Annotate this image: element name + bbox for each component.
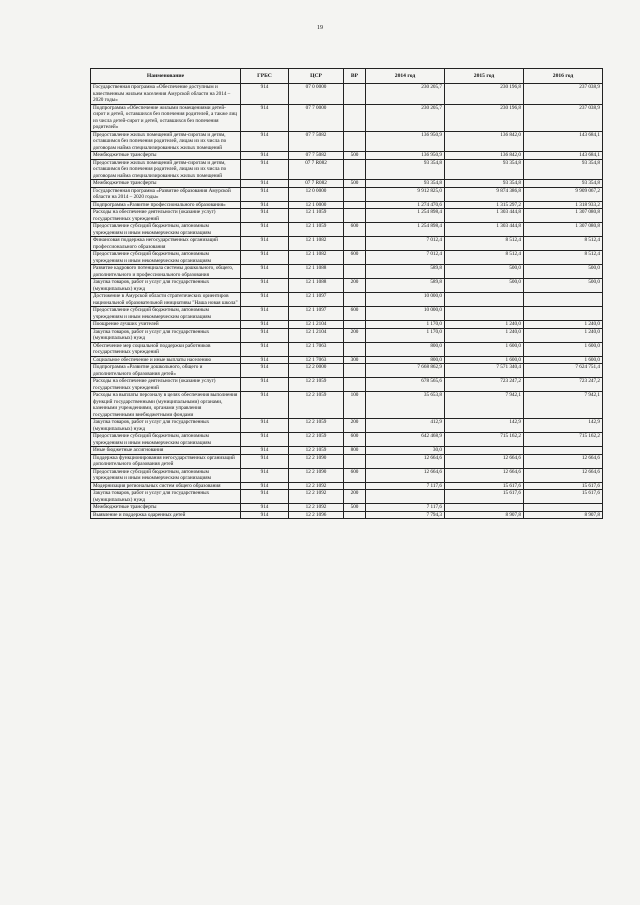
- row-name-cell: Государственная программа «Обеспечение доступным и качественным жильем населения Амурской области на 2014 – 2020 годы»: [91, 84, 241, 105]
- row-csr-cell: 12 1 1088: [289, 265, 344, 279]
- table-row: [91, 293, 603, 307]
- row-name-cell: Развитие кадрового потенциала системы дошкольного, общего, дополнительного и профессионального образования: [91, 265, 241, 279]
- row-2016-cell: 143 684,1: [524, 131, 603, 152]
- row-2016-cell: 9 909 067,2: [524, 187, 603, 201]
- row-name-cell: Иные бюджетные ассигнования: [91, 447, 241, 455]
- row-csr-cell: 07 7 0000: [289, 104, 344, 131]
- row-2014-cell: 7 668 862,9: [366, 364, 445, 378]
- row-2016-cell: 1 240,0: [524, 321, 603, 329]
- row-2014-cell: 412,9: [366, 419, 445, 433]
- row-name-cell: Поощрение лучших учителей: [91, 321, 241, 329]
- column-header-2015: 2015 год: [445, 69, 524, 84]
- row-vr-cell: [344, 265, 366, 279]
- table-row: [91, 342, 603, 356]
- table-row: [91, 187, 603, 201]
- row-2015-cell: 500,0: [445, 265, 524, 279]
- row-2016-cell: 7 942,1: [524, 392, 603, 419]
- table-row: [91, 392, 603, 419]
- row-name-cell: Выявление и поддержка одаренных детей: [91, 511, 241, 519]
- row-2015-cell: [445, 307, 524, 321]
- row-csr-cell: 07 7 5082: [289, 131, 344, 152]
- row-csr-cell: 12 2 1092: [289, 482, 344, 490]
- row-grbs-cell: 914: [241, 328, 289, 342]
- row-2016-cell: 93 354,8: [524, 180, 603, 188]
- row-2014-cell: 7 117,6: [366, 504, 445, 512]
- row-name-cell: Подпрограмма «Обеспечение жилыми помещениями детей-сирот и детей, оставшихся без попечения родителей, а также лиц из числа детей-сирот и детей, оставшихся без попечения родителей»: [91, 104, 241, 131]
- budget-table: [90, 68, 603, 519]
- column-header-2016: 2016 год: [524, 69, 603, 84]
- row-2016-cell: 1 307 080,8: [524, 209, 603, 223]
- row-csr-cell: 12 1 0000: [289, 201, 344, 209]
- row-vr-cell: [344, 482, 366, 490]
- row-name-cell: Обеспечение мер социальной поддержки работников государственных учреждений: [91, 342, 241, 356]
- row-vr-cell: 200: [344, 328, 366, 342]
- table-row: [91, 419, 603, 433]
- row-vr-cell: 600: [344, 251, 366, 265]
- row-grbs-cell: 914: [241, 378, 289, 392]
- row-vr-cell: 100: [344, 392, 366, 419]
- row-vr-cell: 200: [344, 490, 366, 504]
- row-2016-cell: 12 664,6: [524, 454, 603, 468]
- row-vr-cell: [344, 378, 366, 392]
- row-vr-cell: 200: [344, 419, 366, 433]
- row-csr-cell: 12 2 1090: [289, 468, 344, 482]
- row-2015-cell: 93 354,8: [445, 159, 524, 180]
- row-2016-cell: 15 617,6: [524, 482, 603, 490]
- row-2015-cell: 1 315 297,2: [445, 201, 524, 209]
- row-name-cell: Расходы на обеспечение деятельности (оказание услуг) государственных учреждений: [91, 209, 241, 223]
- table-row: [91, 265, 603, 279]
- row-2014-cell: 589,8: [366, 279, 445, 293]
- row-name-cell: Подпрограмма «Развитие дошкольного, общего и дополнительного образования детей»: [91, 364, 241, 378]
- row-2015-cell: 9 874 386,8: [445, 187, 524, 201]
- row-name-cell: Закупка товаров, работ и услуг для государственных (муниципальных) нужд: [91, 490, 241, 504]
- row-vr-cell: [344, 454, 366, 468]
- row-2016-cell: 1 240,0: [524, 328, 603, 342]
- row-2014-cell: 93 354,8: [366, 159, 445, 180]
- row-name-cell: Закупка товаров, работ и услуг для государственных (муниципальных) нужд: [91, 328, 241, 342]
- row-csr-cell: 12 2 1092: [289, 490, 344, 504]
- row-vr-cell: [344, 321, 366, 329]
- row-2015-cell: 8 512,4: [445, 251, 524, 265]
- row-name-cell: Межбюджетные трансферты: [91, 152, 241, 160]
- row-2016-cell: 12 664,6: [524, 468, 603, 482]
- row-2015-cell: 1 240,0: [445, 328, 524, 342]
- row-2015-cell: 1 303 444,8: [445, 209, 524, 223]
- row-vr-cell: [344, 187, 366, 201]
- row-2016-cell: 8 907,8: [524, 511, 603, 519]
- row-2014-cell: 12 664,6: [366, 454, 445, 468]
- row-csr-cell: 12 2 1059: [289, 433, 344, 447]
- row-grbs-cell: 914: [241, 201, 289, 209]
- row-2014-cell: 7 794,3: [366, 511, 445, 519]
- row-2016-cell: 7 624 751,4: [524, 364, 603, 378]
- row-grbs-cell: 914: [241, 159, 289, 180]
- row-vr-cell: 600: [344, 223, 366, 237]
- row-vr-cell: 300: [344, 356, 366, 364]
- row-csr-cell: 12 1 2104: [289, 321, 344, 329]
- row-grbs-cell: 914: [241, 419, 289, 433]
- row-2014-cell: 30,0: [366, 447, 445, 455]
- row-2014-cell: 230 205,7: [366, 104, 445, 131]
- row-name-cell: Подпрограмма «Развитие профессионального образования»: [91, 201, 241, 209]
- row-vr-cell: 500: [344, 504, 366, 512]
- column-header-grbs: ГРБС: [241, 69, 289, 84]
- row-2014-cell: 1 254 898,4: [366, 209, 445, 223]
- row-csr-cell: 12 1 1059: [289, 209, 344, 223]
- row-csr-cell: 12 2 1092: [289, 504, 344, 512]
- row-vr-cell: 600: [344, 468, 366, 482]
- row-grbs-cell: 914: [241, 504, 289, 512]
- row-name-cell: Финансовая поддержка негосударственных организаций профессионального образования: [91, 237, 241, 251]
- row-2014-cell: 136 950,9: [366, 131, 445, 152]
- table-row: [91, 454, 603, 468]
- row-grbs-cell: 914: [241, 152, 289, 160]
- row-grbs-cell: 914: [241, 84, 289, 105]
- row-csr-cell: 12 2 1059: [289, 447, 344, 455]
- row-2016-cell: 500,0: [524, 265, 603, 279]
- row-2014-cell: 93 354,8: [366, 180, 445, 188]
- table-row: [91, 237, 603, 251]
- row-name-cell: Предоставление субсидий бюджетным, автономным учреждениям и иным некоммерческим организациям: [91, 433, 241, 447]
- table-row: [91, 447, 603, 455]
- row-2015-cell: 1 600,0: [445, 356, 524, 364]
- table-row: [91, 364, 603, 378]
- row-2015-cell: 1 240,0: [445, 321, 524, 329]
- row-2015-cell: 12 664,6: [445, 468, 524, 482]
- row-2016-cell: 1 307 080,8: [524, 223, 603, 237]
- row-grbs-cell: 914: [241, 279, 289, 293]
- row-vr-cell: 500: [344, 152, 366, 160]
- row-2014-cell: 1 254 898,4: [366, 223, 445, 237]
- row-grbs-cell: 914: [241, 293, 289, 307]
- row-2015-cell: 7 942,1: [445, 392, 524, 419]
- row-grbs-cell: 914: [241, 251, 289, 265]
- row-2014-cell: 1 274 470,6: [366, 201, 445, 209]
- row-csr-cell: 07 7 R082: [289, 180, 344, 188]
- row-csr-cell: 12 2 1059: [289, 392, 344, 419]
- row-name-cell: Межбюджетные трансферты: [91, 504, 241, 512]
- row-vr-cell: [344, 209, 366, 223]
- column-header-2014: 2014 год: [366, 69, 445, 84]
- row-2016-cell: 1 600,0: [524, 342, 603, 356]
- row-name-cell: Закупка товаров, работ и услуг для государственных (муниципальных) нужд: [91, 279, 241, 293]
- row-2016-cell: [524, 293, 603, 307]
- row-2014-cell: 1 170,0: [366, 328, 445, 342]
- row-csr-cell: 12 1 1082: [289, 251, 344, 265]
- row-vr-cell: [344, 364, 366, 378]
- row-csr-cell: 12 2 1059: [289, 378, 344, 392]
- row-csr-cell: 12 1 1097: [289, 293, 344, 307]
- row-grbs-cell: 914: [241, 392, 289, 419]
- row-2015-cell: 15 617,6: [445, 490, 524, 504]
- row-name-cell: Социальное обеспечение и иные выплаты населению: [91, 356, 241, 364]
- row-vr-cell: 600: [344, 433, 366, 447]
- row-2016-cell: 237 038,9: [524, 104, 603, 131]
- row-2016-cell: 500,0: [524, 279, 603, 293]
- row-grbs-cell: 914: [241, 209, 289, 223]
- row-grbs-cell: 914: [241, 468, 289, 482]
- table-row: [91, 201, 603, 209]
- table-row: [91, 180, 603, 188]
- table-row: [91, 511, 603, 519]
- table-row: [91, 104, 603, 131]
- row-2015-cell: 15 617,6: [445, 482, 524, 490]
- column-header-vr: ВР: [344, 69, 366, 84]
- row-name-cell: Межбюджетные трансферты: [91, 180, 241, 188]
- row-2014-cell: 136 950,9: [366, 152, 445, 160]
- column-header-csr: ЦСР: [289, 69, 344, 84]
- row-name-cell: Предоставление субсидий бюджетным, автономным учреждениям и иным некоммерческим организациям: [91, 251, 241, 265]
- row-name-cell: Предоставление субсидий бюджетным, автономным учреждениям и иным некоммерческим организациям: [91, 468, 241, 482]
- row-2014-cell: 9 912 825,0: [366, 187, 445, 201]
- table-row: [91, 356, 603, 364]
- row-vr-cell: [344, 293, 366, 307]
- row-csr-cell: 12 0 0000: [289, 187, 344, 201]
- row-csr-cell: 12 1 1059: [289, 223, 344, 237]
- table-row: [91, 84, 603, 105]
- row-csr-cell: 12 1 2104: [289, 328, 344, 342]
- row-2016-cell: 1 318 933,2: [524, 201, 603, 209]
- row-2015-cell: 136 842,0: [445, 152, 524, 160]
- row-2014-cell: 678 565,6: [366, 378, 445, 392]
- row-grbs-cell: 914: [241, 180, 289, 188]
- row-name-cell: Предоставление жилых помещений детям-сиротам и детям, оставшимся без попечения родителей, лицам из их числа по договорам найма специализированных жилых помещений: [91, 131, 241, 152]
- row-2014-cell: 589,8: [366, 265, 445, 279]
- row-vr-cell: 500: [344, 180, 366, 188]
- row-vr-cell: [344, 511, 366, 519]
- row-2015-cell: 7 571 340,4: [445, 364, 524, 378]
- row-2014-cell: 7 012,4: [366, 237, 445, 251]
- row-csr-cell: 07 7 R082: [289, 159, 344, 180]
- row-2014-cell: 12 664,6: [366, 468, 445, 482]
- row-vr-cell: [344, 104, 366, 131]
- table-row: [91, 378, 603, 392]
- row-2014-cell: 10 000,0: [366, 307, 445, 321]
- row-grbs-cell: 914: [241, 104, 289, 131]
- row-grbs-cell: 914: [241, 342, 289, 356]
- row-2015-cell: [445, 293, 524, 307]
- row-csr-cell: 12 2 1096: [289, 511, 344, 519]
- row-2016-cell: [524, 504, 603, 512]
- row-csr-cell: 12 1 1082: [289, 237, 344, 251]
- row-vr-cell: [344, 84, 366, 105]
- row-vr-cell: [344, 159, 366, 180]
- row-2014-cell: 1 170,0: [366, 321, 445, 329]
- row-csr-cell: 12 2 1059: [289, 419, 344, 433]
- table-body: [91, 84, 603, 519]
- table-row: [91, 490, 603, 504]
- row-2015-cell: 230 196,8: [445, 84, 524, 105]
- row-grbs-cell: 914: [241, 454, 289, 468]
- row-csr-cell: 07 7 5082: [289, 152, 344, 160]
- table-row: [91, 307, 603, 321]
- row-grbs-cell: 914: [241, 482, 289, 490]
- row-name-cell: Предоставление субсидий бюджетным, автономным учреждениям и иным некоммерческим организациям: [91, 223, 241, 237]
- row-grbs-cell: 914: [241, 131, 289, 152]
- row-2014-cell: 230 205,7: [366, 84, 445, 105]
- row-name-cell: Поддержка функционирования негосударственных организаций дополнительного образования детей: [91, 454, 241, 468]
- row-name-cell: Расходы на выплаты персоналу в целях обеспечения выполнения функций государственными (муниципальными) органами, казенными учреждениями, органами управления государственными внебюджетными фондами: [91, 392, 241, 419]
- row-2016-cell: 93 354,8: [524, 159, 603, 180]
- table-row: [91, 482, 603, 490]
- table-row: [91, 279, 603, 293]
- row-2016-cell: 8 512,4: [524, 237, 603, 251]
- row-grbs-cell: 914: [241, 321, 289, 329]
- row-2014-cell: [366, 490, 445, 504]
- row-vr-cell: [344, 201, 366, 209]
- row-2015-cell: 12 664,6: [445, 454, 524, 468]
- table-row: [91, 209, 603, 223]
- row-2015-cell: 715 162,2: [445, 433, 524, 447]
- row-vr-cell: [344, 342, 366, 356]
- row-grbs-cell: 914: [241, 223, 289, 237]
- row-grbs-cell: 914: [241, 265, 289, 279]
- table-row: [91, 223, 603, 237]
- row-2015-cell: 500,0: [445, 279, 524, 293]
- row-2016-cell: 1 600,0: [524, 356, 603, 364]
- row-2014-cell: 642 468,9: [366, 433, 445, 447]
- row-grbs-cell: 914: [241, 364, 289, 378]
- table-row: [91, 504, 603, 512]
- row-2015-cell: 136 842,0: [445, 131, 524, 152]
- row-2015-cell: [445, 447, 524, 455]
- table-row: [91, 328, 603, 342]
- row-csr-cell: 12 2 1090: [289, 454, 344, 468]
- row-2014-cell: 800,0: [366, 342, 445, 356]
- row-grbs-cell: 914: [241, 237, 289, 251]
- table-row: [91, 131, 603, 152]
- row-2014-cell: 10 000,0: [366, 293, 445, 307]
- row-vr-cell: 800: [344, 447, 366, 455]
- table-row: [91, 251, 603, 265]
- row-name-cell: Предоставление жилых помещений детям-сиротам и детям, оставшимся без попечения родителей, лицам из их числа по договорам найма специализированных жилых помещений: [91, 159, 241, 180]
- row-grbs-cell: 914: [241, 511, 289, 519]
- table-row: [91, 159, 603, 180]
- row-name-cell: Модернизация региональных систем общего образования: [91, 482, 241, 490]
- row-grbs-cell: 914: [241, 490, 289, 504]
- row-2015-cell: 8 907,8: [445, 511, 524, 519]
- row-name-cell: Государственная программа «Развитие образования Амурской области на 2014 – 2020 годы»: [91, 187, 241, 201]
- column-header-name: Наименование: [91, 69, 241, 84]
- row-2016-cell: [524, 447, 603, 455]
- row-2016-cell: 715 162,2: [524, 433, 603, 447]
- row-grbs-cell: 914: [241, 187, 289, 201]
- row-2016-cell: [524, 307, 603, 321]
- row-2014-cell: 35 653,8: [366, 392, 445, 419]
- row-2015-cell: 142,9: [445, 419, 524, 433]
- row-2015-cell: 8 512,4: [445, 237, 524, 251]
- row-2014-cell: 7 117,6: [366, 482, 445, 490]
- row-2016-cell: 8 512,4: [524, 251, 603, 265]
- table-row: [91, 321, 603, 329]
- row-vr-cell: 200: [344, 279, 366, 293]
- row-2016-cell: 142,9: [524, 419, 603, 433]
- row-name-cell: Расходы на обеспечение деятельности (оказание услуг) государственных учреждений: [91, 378, 241, 392]
- row-name-cell: Достижение в Амурской области стратегических ориентиров национальной образовательной инициативы "Наша новая школа": [91, 293, 241, 307]
- row-2015-cell: [445, 504, 524, 512]
- row-2016-cell: 15 617,6: [524, 490, 603, 504]
- row-grbs-cell: 914: [241, 447, 289, 455]
- row-2014-cell: 7 012,4: [366, 251, 445, 265]
- table-row: [91, 433, 603, 447]
- row-csr-cell: 12 1 7063: [289, 356, 344, 364]
- row-2015-cell: 1 303 444,8: [445, 223, 524, 237]
- row-csr-cell: 07 0 0000: [289, 84, 344, 105]
- table-row: [91, 152, 603, 160]
- row-name-cell: Предоставление субсидий бюджетным, автономным учреждениям и иным некоммерческим организациям: [91, 307, 241, 321]
- row-2016-cell: 143 684,1: [524, 152, 603, 160]
- row-vr-cell: [344, 237, 366, 251]
- row-2016-cell: 723 247,2: [524, 378, 603, 392]
- row-csr-cell: 12 2 0000: [289, 364, 344, 378]
- table-header-row: [91, 69, 603, 84]
- row-2015-cell: 723 247,2: [445, 378, 524, 392]
- row-csr-cell: 12 1 1088: [289, 279, 344, 293]
- row-grbs-cell: 914: [241, 356, 289, 364]
- row-csr-cell: 12 1 7063: [289, 342, 344, 356]
- row-2015-cell: 1 600,0: [445, 342, 524, 356]
- row-2015-cell: 230 196,8: [445, 104, 524, 131]
- row-grbs-cell: 914: [241, 433, 289, 447]
- row-vr-cell: 600: [344, 307, 366, 321]
- row-2014-cell: 800,0: [366, 356, 445, 364]
- row-2016-cell: 237 038,9: [524, 84, 603, 105]
- row-2015-cell: 93 354,8: [445, 180, 524, 188]
- page-number: 19: [317, 25, 323, 31]
- table-row: [91, 468, 603, 482]
- row-name-cell: Закупка товаров, работ и услуг для государственных (муниципальных) нужд: [91, 419, 241, 433]
- row-vr-cell: [344, 131, 366, 152]
- row-grbs-cell: 914: [241, 307, 289, 321]
- row-csr-cell: 12 1 1097: [289, 307, 344, 321]
